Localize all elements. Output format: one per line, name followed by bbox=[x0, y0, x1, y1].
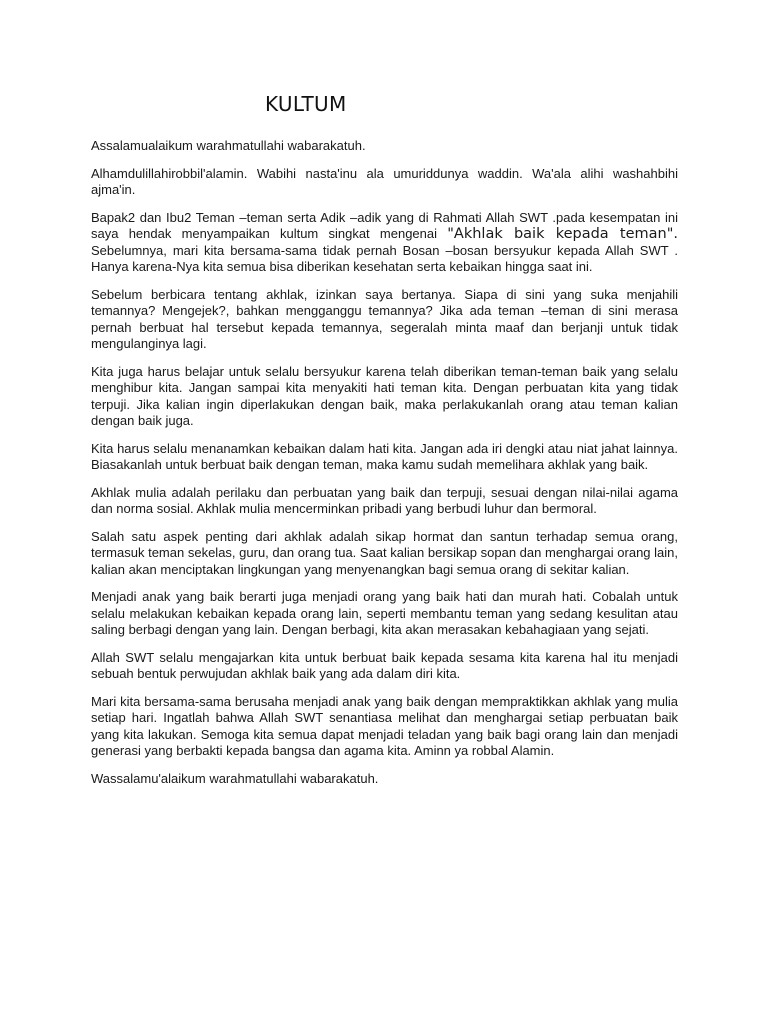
closing-greeting: Wassalamu'alaikum warahmatullahi wabarakatuh. bbox=[91, 770, 379, 786]
intro-text-part2: Sebelumnya, mari kita bersama-sama tidak pernah Bosan –bosan bersyukur kepada Allah SWT . Hanya karena-Nya kita semua bisa diberikan kesehatan serta kebaikan hingga saat ini. bbox=[91, 242, 678, 274]
intro-text-part1: Bapak2 dan Ibu2 Teman –teman serta Adik –adik yang di Rahmati Allah SWT .pada kesempatan ini saya hendak menyampaikan kultum singkat mengenai bbox=[91, 209, 678, 241]
document-title: KULTUM bbox=[265, 92, 347, 116]
body-paragraph: Akhlak mulia adalah perilaku dan perbuatan yang baik dan terpuji, sesuai dengan nilai-nilai agama dan norma sosial. Akhlak mulia mencerminkan pribadi yang berbudi luhur dan bermoral. bbox=[91, 484, 678, 516]
body-paragraph: Kita harus selalu menanamkan kebaikan dalam hati kita. Jangan ada iri dengki atau niat jahat lainnya. Biasakanlah untuk berbuat baik dengan teman, maka kamu sudah memelihara akhlak yang baik. bbox=[91, 440, 678, 472]
body-paragraph: Kita juga harus belajar untuk selalu bersyukur karena telah diberikan teman-teman baik yang selalu menghibur kita. Jangan sampai kita menyakiti hati teman kita. Dengan perbuatan kita yang tidak terpuji. Jika kalian ingin diperlakukan dengan baik, maka perlakukanlah orang atau teman kalian dengan baik juga. bbox=[91, 363, 678, 428]
body-paragraph: Salah satu aspek penting dari akhlak adalah sikap hormat dan santun terhadap semua orang, termasuk teman sekelas, guru, dan orang tua. Saat kalian bersikap sopan dan menghargai orang lain, kalian akan menciptakan lingkungan yang menyenangkan bagi semua orang di sekitar kalian. bbox=[91, 528, 678, 577]
body-paragraph: Allah SWT selalu mengajarkan kita untuk berbuat baik kepada sesama kita karena hal itu menjadi sebuah bentuk perwujudan akhlak baik yang ada dalam diri kita. bbox=[91, 649, 678, 681]
document-body bbox=[91, 138, 678, 798]
opening-greeting: Assalamualaikum warahmatullahi wabarakatuh. bbox=[91, 138, 366, 153]
hamdalah-paragraph: Alhamdulillahirobbil'alamin. Wabihi nasta'inu ala umuriddunya waddin. Wa'ala alihi washahbihi ajma'in. bbox=[91, 165, 678, 197]
intro-paragraph bbox=[91, 210, 678, 276]
body-paragraph: Menjadi anak yang baik berarti juga menjadi orang yang baik hati dan murah hati. Cobalah untuk selalu melakukan kebaikan kepada orang lain, seperti membantu teman yang sedang kesulitan atau saling berbagi dengan yang lain. Dengan berbagi, kita akan merasakan kebahagiaan yang sejati. bbox=[91, 589, 678, 637]
body-paragraph: Mari kita bersama-sama berusaha menjadi anak yang baik dengan mempraktikkan akhlak yang mulia setiap hari. Ingatlah bahwa Allah SWT senantiasa melihat dan menghargai setiap perbuatan baik yang kita lakukan. Semoga kita semua dapat menjadi teladan yang baik bagi orang lain dan menjadi generasi yang berbakti kepada bangsa dan agama kita. Aminn ya robbal Alamin. bbox=[91, 693, 678, 758]
body-paragraph: Sebelum berbicara tentang akhlak, izinkan saya bertanya. Siapa di sini yang suka menjahili temannya? Mengejek?, bahkan mengganggu temannya? Jika ada teman –teman di sini merasa pernah berbuat hal tersebut kepada temannya, segeralah minta maaf dan berjanji untuk tidak mengulanginya lagi. bbox=[91, 286, 678, 351]
intro-topic: "Akhlak baik kepada teman". bbox=[447, 226, 678, 242]
